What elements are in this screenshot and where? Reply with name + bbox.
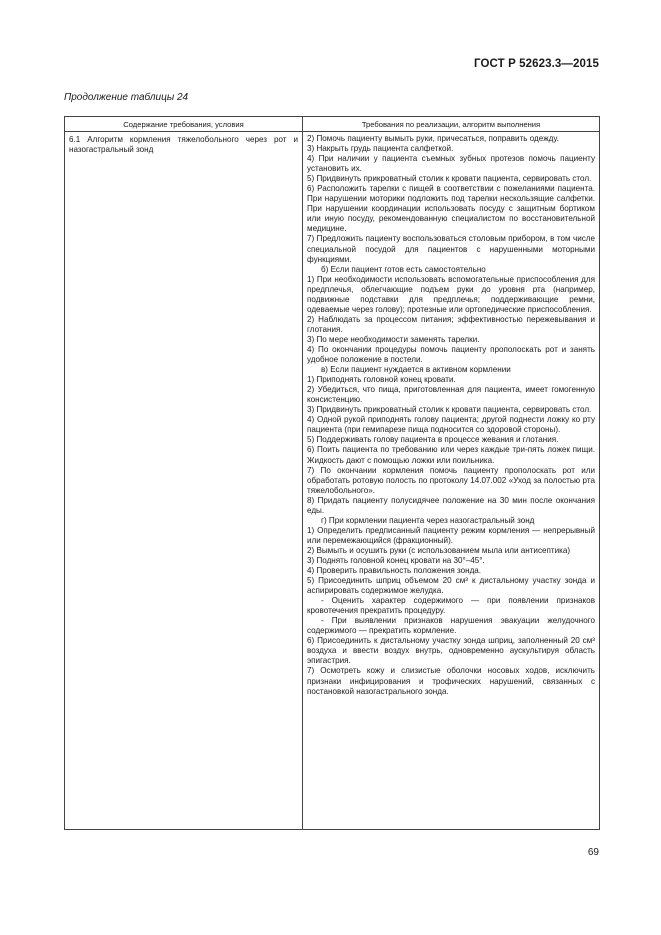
list-item: 6) Присоединить к дистальному участку зонда шприц, заполненный 20 см³ воздуха и ввести воздух внутрь, одновременно аускультируя область эпигастрия. <box>307 636 595 666</box>
subsection-heading: г) При кормлении пациента через назогастральный зонд <box>321 515 535 525</box>
list-item: 2) Вымыть и осушить руки (с использованием мыла или антисептика) <box>307 545 571 555</box>
list-item: 3) По мере необходимости заменять тарелки. <box>307 334 480 344</box>
list-item: 4) При наличии у пациента съемных зубных протезов помочь пациенту установить их. <box>307 154 595 174</box>
list-item: 2) Убедиться, что пища, приготовленная для пациента, имеет гомогенную консистенцию. <box>307 385 595 405</box>
requirements-table <box>64 116 600 830</box>
list-item: 7) Осмотреть кожу и слизистые оболочки носовых ходов, исключить признаки инфицирования и трофических нарушений, связанных с постановкой назогастрального зонда. <box>307 666 595 696</box>
list-item: - Оценить характер содержимого — при появлении признаков кровотечения прекратить процедуру. <box>307 596 595 616</box>
algorithm-cell <box>303 132 600 830</box>
list-item: 3) Придвинуть прикроватный столик к кровати пациента, сервировать стол. <box>307 405 592 415</box>
table-caption: Продолжение таблицы 24 <box>64 92 189 103</box>
list-item: 8) Придать пациенту полусидячее положение на 30 мин после окончания еды. <box>307 495 595 515</box>
list-item: 3) Поднять головной конец кровати на 30°–45°. <box>307 555 485 565</box>
row-title-cell: 6.1 Алгоритм кормления тяжелобольного через рот и назогастральный зонд <box>65 132 303 830</box>
list-item: 4) Проверить правильность положения зонда. <box>307 566 482 576</box>
list-item: - При выявлении признаков нарушения эвакуации желудочного содержимого — прекратить кормление. <box>307 616 595 636</box>
page-number: 69 <box>587 847 599 858</box>
list-item: 1) Приподнять головной конец кровати. <box>307 375 456 385</box>
list-item: 1) Определить предписанный пациенту режим кормления — непрерывный или перемежающийся (фракционный). <box>307 525 595 545</box>
subsection-heading: б) Если пациент готов есть самостоятельно <box>321 264 486 274</box>
list-item: 7) По окончании кормления помочь пациенту прополоскать рот или обработать ротовую полость по протоколу 14.07.002 «Уход за полостью рта тяжелобольного». <box>307 465 595 495</box>
column-header-algorithm: Требования по реализации, алгоритм выполнения <box>303 117 600 132</box>
list-item: 6) Расположить тарелки с пищей в соответствии с пожеланиями пациента. При нарушении моторики подложить под тарелки нескользящие салфетки. При нарушении координации использовать посуду с защитным бортиком или иную посуду, рекомендованную специалистом по восстановительной медицине. <box>307 184 595 234</box>
column-header-requirement: Содержание требования, условия <box>65 117 303 132</box>
list-item: 5) Присоединить шприц объемом 20 см³ к дистальному участку зонда и аспирировать содержимое желудка. <box>307 576 595 596</box>
list-item: 4) Одной рукой приподнять голову пациента; другой поднести ложку ко рту пациента (при гемипарезе пища подносится со здоровой стороны). <box>307 415 595 435</box>
list-item: 3) Накрыть грудь пациента салфеткой. <box>307 144 454 154</box>
table-header-row <box>65 117 600 132</box>
list-item: 2) Наблюдать за процессом питания; эффективностью пережевывания и глотания. <box>307 314 595 334</box>
subsection-heading: в) Если пациент нуждается в активном кормлении <box>321 365 511 375</box>
list-item: 5) Придвинуть прикроватный столик к кровати пациента, сервировать стол. <box>307 174 592 184</box>
list-item: 6) Поить пациента по требованию или через каждые три-пять ложек пищи. Жидкость дают с помощью ложки или поильника. <box>307 445 595 465</box>
standard-code: ГОСТ Р 52623.3—2015 <box>474 58 599 70</box>
list-item: 2) Помочь пациенту вымыть руки, причесаться, поправить одежду. <box>307 134 559 143</box>
list-item: 5) Поддерживать голову пациента в процессе жевания и глотания. <box>307 435 559 445</box>
list-item: 4) По окончании процедуры помочь пациенту прополоскать рот и занять удобное положение в постели. <box>307 344 595 365</box>
list-item: 1) При необходимости использовать вспомогательные приспособления для предплечья, облегчающие подъем руки до уровня рта (например, подвижные подставки для предплечья; поддерживающие ремни, одеваемые через голову); протезные или ортопедические приспособления. <box>307 274 595 314</box>
list-item: 7) Предложить пациенту воспользоваться столовым прибором, в том числе специальной посудой для пациентов с нарушенными моторными функциями. <box>307 234 595 264</box>
table-row <box>65 132 600 830</box>
